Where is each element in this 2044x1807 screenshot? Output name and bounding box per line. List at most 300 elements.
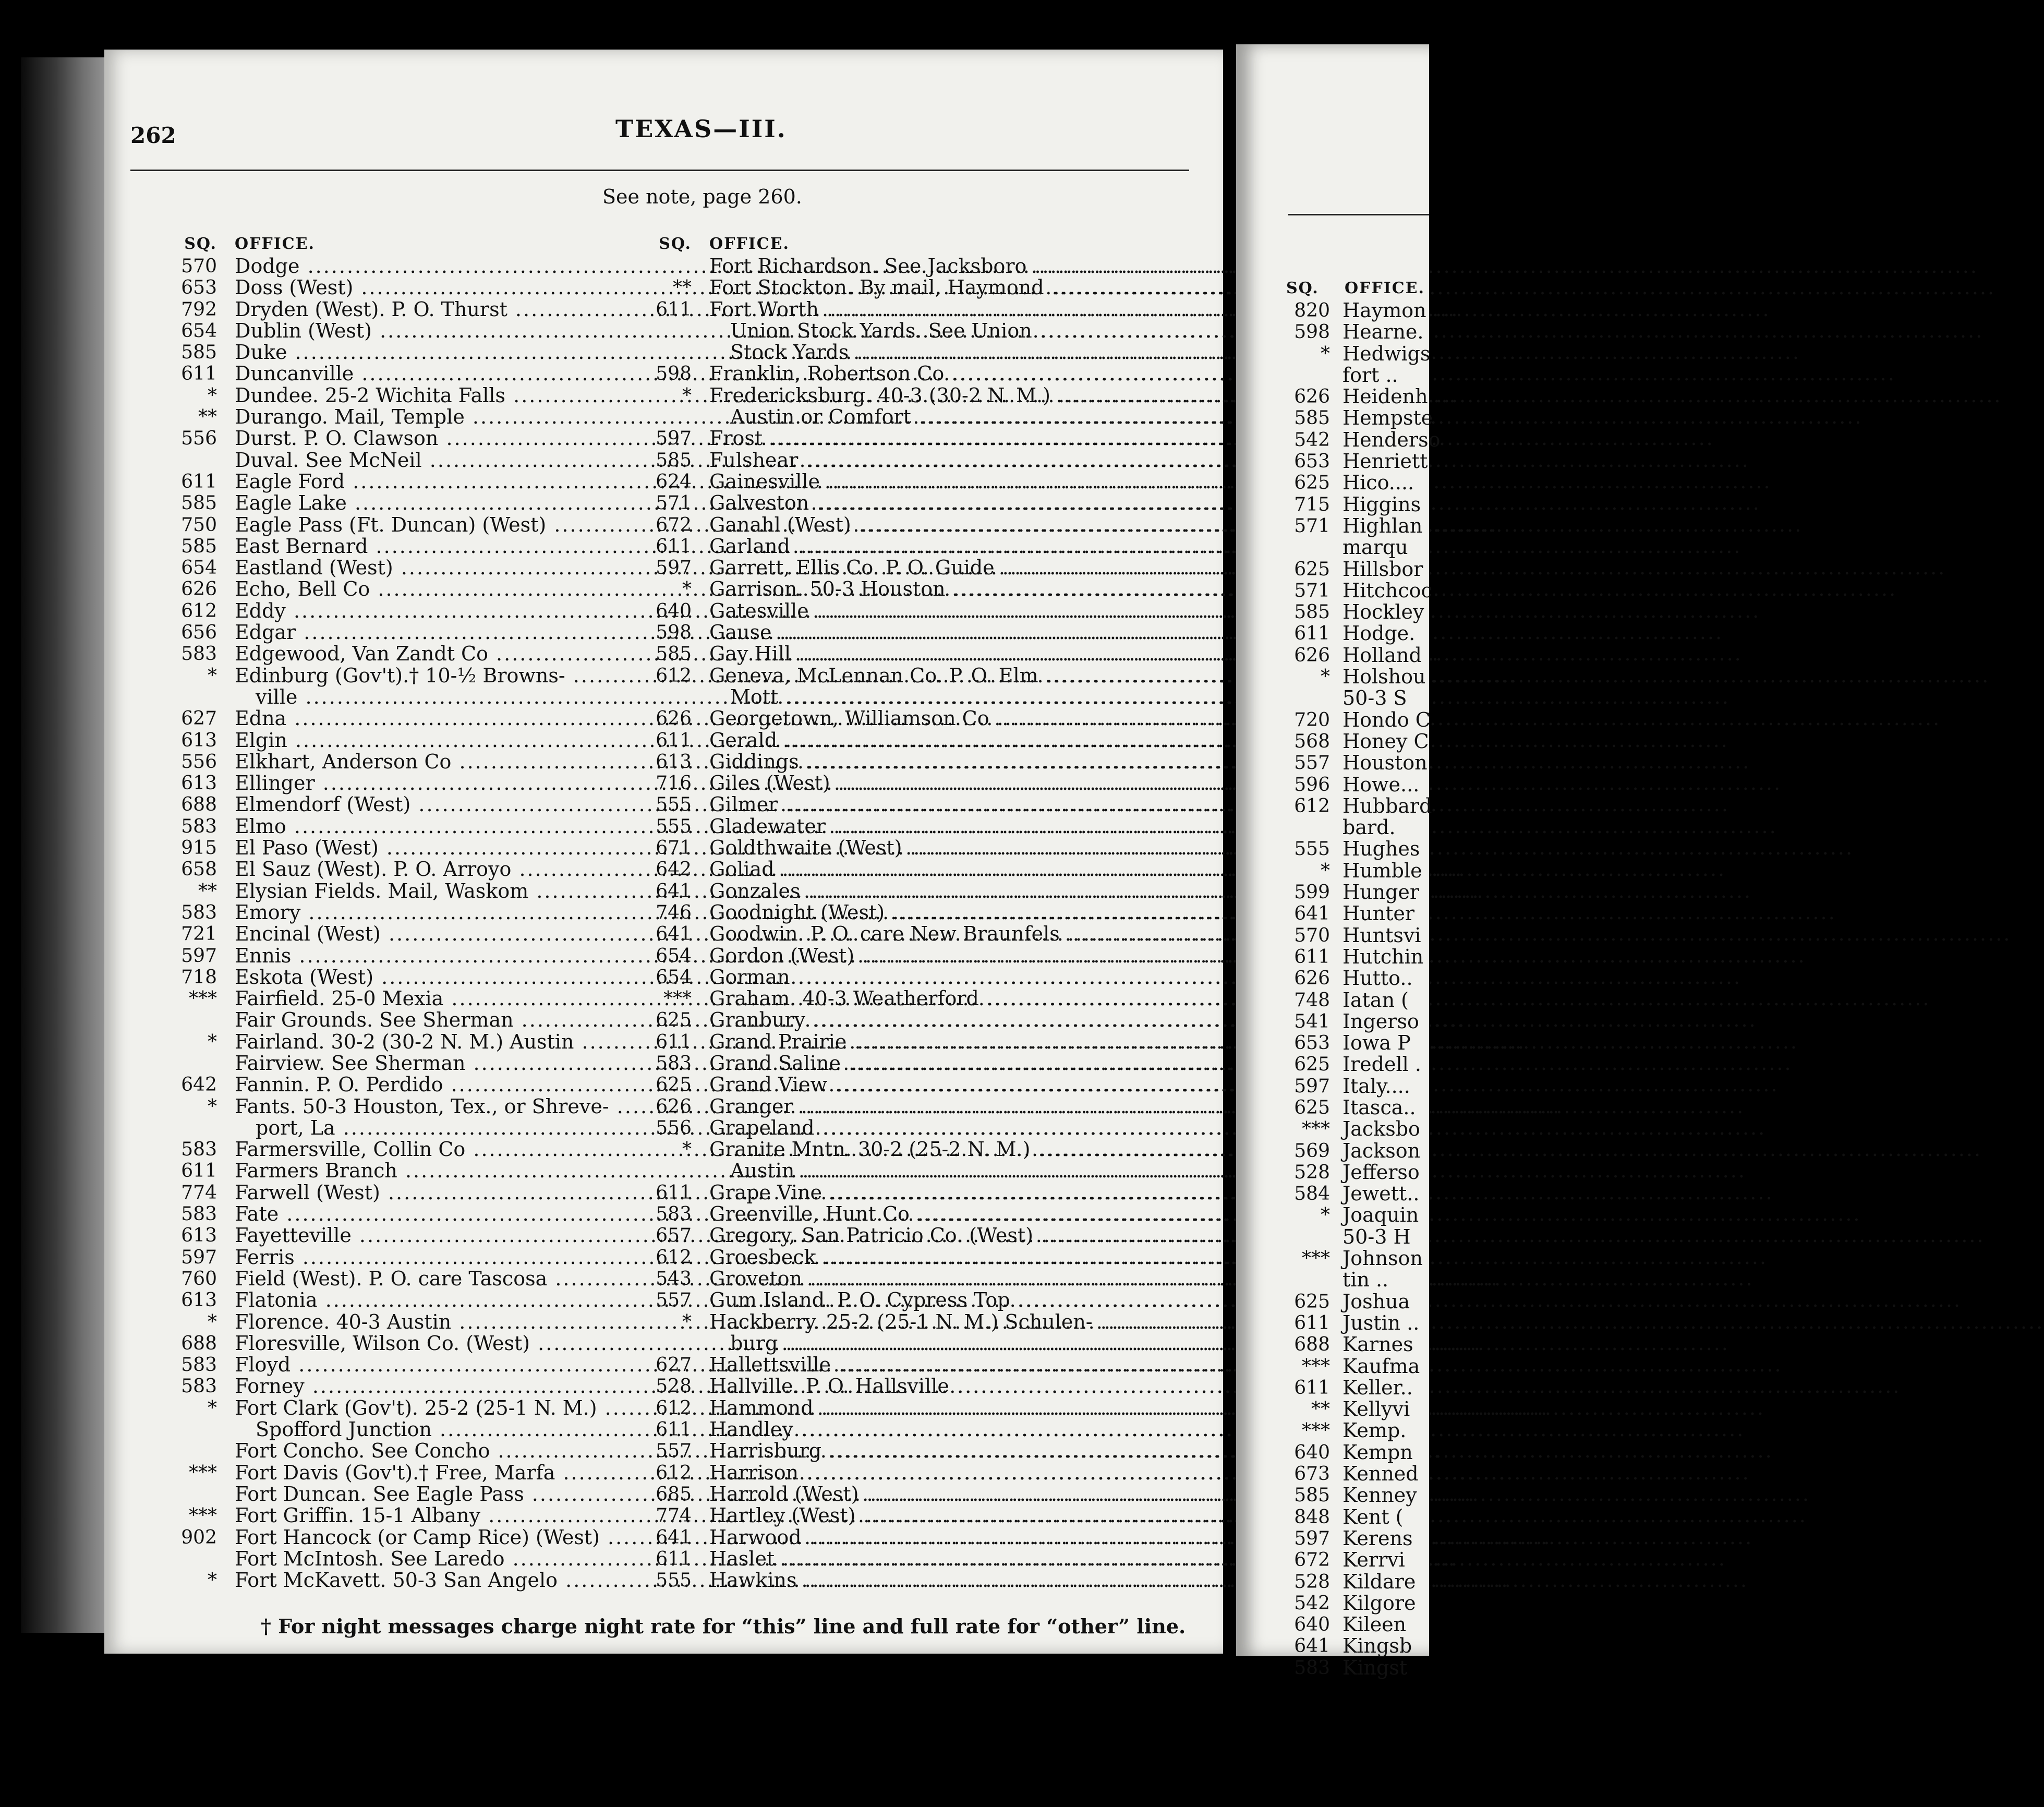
office-entry (181, 965, 704, 989)
sq-number: 716 (656, 773, 692, 794)
office-name: Greenville, Hunt Co ..... (709, 1203, 1179, 1225)
sq-number: 613 (181, 1290, 217, 1311)
office-name: Jackson (1342, 1139, 1421, 1162)
sq-number: 688 (1294, 1334, 1330, 1356)
office-name: Fort Griffin. 15-1 Albany ..... (235, 1505, 704, 1526)
office-entry (656, 599, 1179, 622)
right-page-partial (1236, 44, 1441, 1679)
office-entry (1236, 1204, 1429, 1226)
office-entry (1236, 1011, 1429, 1032)
office-name: Gum Island. P. O. Cypress Top ..... (709, 1290, 1179, 1311)
sq-number: 528 (1294, 1571, 1330, 1593)
office-entry (656, 1547, 1179, 1570)
office-name: Iredell . (1342, 1053, 1421, 1076)
office-name: Forney ..... (235, 1376, 704, 1397)
sq-number: *** (1302, 1420, 1330, 1442)
office-entry (1236, 794, 1432, 817)
office-entry (1236, 343, 1429, 365)
sq-number: 598 (656, 622, 692, 644)
sq-number: 626 (1294, 644, 1330, 666)
sq-header: SQ. (1286, 279, 1319, 297)
sq-number: 624 (656, 471, 692, 492)
office-entry (1236, 406, 1433, 430)
office-entry (1236, 1356, 1429, 1377)
sq-number: 583 (181, 1376, 217, 1398)
office-entry (198, 405, 704, 429)
office-name: Groesbeck ..... (709, 1247, 1179, 1268)
office-entry (709, 406, 1179, 428)
sq-number: 653 (181, 277, 217, 299)
office-name: Eagle Pass (Ft. Duncan) (West) ..... (235, 514, 704, 536)
sq-number: 654 (181, 320, 217, 342)
sq-number: 598 (656, 363, 692, 385)
office-entry (1236, 1507, 1429, 1528)
office-name: Goodnight (West) ..... (709, 902, 1179, 923)
office-entry (181, 900, 704, 924)
sq-number: 625 (656, 1009, 692, 1031)
sq-number: * (682, 384, 692, 406)
office-entry (181, 922, 704, 946)
office-name: Gilmer ..... (709, 794, 1179, 815)
office-entry (1236, 1162, 1429, 1183)
footnote: † For night messages charge night rate for “this” line and full rate for “other” line. (261, 1615, 1186, 1638)
office-entry (1236, 1657, 1429, 1679)
office-entry (1236, 838, 1429, 860)
office-entry (656, 1439, 1179, 1463)
sq-number: 774 (181, 1182, 217, 1203)
sq-number: 571 (656, 492, 692, 514)
sq-number: 688 (181, 1332, 217, 1354)
office-entry (189, 987, 704, 1010)
office-entry (181, 1288, 704, 1312)
office-name: Fair Grounds. See Sherman ..... (235, 1009, 704, 1031)
office-name: marqu (1342, 536, 1408, 559)
office-name: Union Stock Yards. See Union ..... (730, 320, 1179, 342)
sq-number: ** (198, 406, 217, 428)
sq-number: 612 (656, 1462, 692, 1484)
office-entry (235, 1484, 704, 1505)
sq-number: *** (1302, 1355, 1330, 1377)
office-name: Hockley (1342, 600, 1424, 624)
office-name: Johnson (1342, 1247, 1423, 1270)
sq-number: 585 (181, 492, 217, 514)
office-entry (656, 621, 1179, 644)
office-name: Grapeland ..... (709, 1117, 1179, 1139)
sq-number: 641 (656, 880, 692, 902)
sq-number: * (682, 1139, 692, 1161)
sq-number: 611 (1294, 1377, 1330, 1399)
sq-number: 640 (1294, 1614, 1330, 1636)
sq-number: 688 (181, 794, 217, 816)
office-name: tin .. (1342, 1268, 1389, 1292)
office-name: 50-3 H (1342, 1225, 1411, 1248)
office-name: Gordon (West) ..... (709, 945, 1179, 967)
office-name: Haslet ..... (709, 1548, 1179, 1570)
office-name: Garrett, Ellis Co. P. O. Guide ..... (709, 557, 1179, 579)
office-entry (1236, 1377, 1429, 1399)
sq-number: 571 (1294, 580, 1330, 601)
office-entry (656, 362, 1179, 386)
office-name: fort .. (1342, 363, 1398, 387)
office-entry (1236, 559, 1429, 580)
office-entry (181, 534, 704, 558)
header-rule (130, 170, 1189, 171)
office-name: Fort Duncan. See Eagle Pass ..... (235, 1484, 704, 1505)
office-name: Goodwin. P. O. care New Braunfels ..... (709, 923, 1179, 945)
sq-number: ** (1311, 1399, 1330, 1420)
sq-header: SQ. (659, 235, 692, 253)
sq-number: 673 (1294, 1463, 1330, 1485)
sq-number: 583 (181, 901, 217, 923)
office-name: Italy.... (1342, 1074, 1410, 1098)
office-entry (1236, 1614, 1429, 1635)
office-entry (181, 427, 704, 450)
office-entry (1236, 428, 1441, 451)
office-name: Ganahl (West) ..... (709, 514, 1179, 536)
office-entry (235, 1548, 704, 1570)
sq-number: 774 (656, 1505, 692, 1527)
office-entry (1236, 601, 1429, 623)
sq-number: 611 (656, 1548, 692, 1570)
sq-number: 611 (1294, 946, 1330, 968)
office-entry (709, 686, 1179, 708)
office-entry (709, 256, 1179, 277)
office-entry (235, 1117, 704, 1139)
sq-number: 642 (656, 859, 692, 881)
office-entry (181, 1267, 704, 1290)
sq-number: *** (663, 988, 692, 1010)
office-entry (656, 1569, 1179, 1592)
sq-number: 640 (1294, 1441, 1330, 1463)
office-name: Hodge. (1342, 622, 1416, 645)
office-entry (181, 491, 704, 515)
sq-number: 626 (656, 708, 692, 730)
office-entry (656, 556, 1179, 580)
office-entry (1236, 472, 1429, 493)
office-entry (1236, 579, 1432, 602)
office-name: Austin ..... (730, 1160, 1179, 1182)
sq-number: 721 (181, 923, 217, 945)
sq-number: 555 (656, 794, 692, 816)
office-entry (1236, 817, 1429, 838)
office-entry (1236, 1291, 1429, 1312)
office-entry (181, 1180, 704, 1204)
office-name: Emory ..... (235, 902, 704, 923)
office-entry (682, 383, 1179, 407)
sq-number: * (682, 579, 692, 600)
office-name: Justin .. (1342, 1311, 1420, 1334)
sq-number: 654 (656, 966, 692, 988)
office-name: Kaufma (1342, 1354, 1420, 1378)
office-name: Fort McKavett. 50-3 San Angelo ..... (235, 1570, 704, 1591)
office-name: Hedwigs (1342, 342, 1431, 365)
office-entry (181, 858, 704, 881)
office-name: Kildare (1342, 1570, 1416, 1593)
office-name: Fants. 50-3 Houston, Tex., or Shreve- ..... (235, 1096, 704, 1117)
office-entry (656, 814, 1179, 838)
office-entry (181, 1245, 704, 1269)
office-name: Fate ..... (235, 1203, 704, 1225)
office-name: Joaquin (1342, 1203, 1419, 1227)
office-name: Hawkins ..... (709, 1570, 1179, 1591)
office-name: Granger ..... (709, 1096, 1179, 1117)
sq-number: 611 (656, 1182, 692, 1203)
office-name: Ferris ..... (235, 1247, 704, 1268)
office-entry (1236, 903, 1429, 924)
office-entry (1236, 451, 1429, 472)
sq-number: 613 (656, 751, 692, 773)
sq-number: 597 (181, 945, 217, 967)
sq-number: 720 (1294, 709, 1330, 731)
sq-number: 583 (656, 1052, 692, 1074)
sq-number: 585 (181, 342, 217, 364)
office-entry (1236, 1635, 1429, 1657)
office-name: Karnes (1342, 1333, 1413, 1356)
sq-number: 672 (656, 514, 692, 536)
office-entry (181, 341, 704, 364)
office-column-partial (1236, 299, 1441, 1679)
office-name: Kemp. (1342, 1419, 1407, 1442)
office-name: Elgin ..... (235, 730, 704, 751)
office-name: Huntsvi (1342, 923, 1421, 947)
office-name: Elkhart, Anderson Co ..... (235, 751, 704, 773)
office-name: Gregory, San Patricio Co. (West) ..... (709, 1225, 1179, 1246)
sq-number: 583 (1294, 1657, 1330, 1679)
office-name: Giles (West) ..... (709, 773, 1179, 794)
office-name: Fort Richardson. See Jacksboro ..... (709, 256, 1179, 277)
sq-number: * (208, 1570, 217, 1592)
sq-number: *** (1302, 1248, 1330, 1270)
office-entry (181, 1159, 704, 1183)
office-name: Kent ( (1342, 1505, 1404, 1528)
sq-number: 611 (181, 1160, 217, 1182)
office-name: Grand Saline ..... (709, 1053, 1179, 1074)
office-entry (1236, 1485, 1429, 1506)
office-entry (656, 900, 1179, 924)
sq-number: ** (673, 277, 692, 299)
office-name: Florence. 40-3 Austin ..... (235, 1311, 704, 1333)
sq-number: 656 (181, 622, 217, 644)
office-name: Dublin (West) ..... (235, 320, 704, 342)
office-entry (181, 1353, 704, 1377)
sq-number: 555 (656, 815, 692, 837)
sq-number: ** (198, 880, 217, 902)
office-entry (1236, 1399, 1429, 1420)
sq-number: 570 (181, 256, 217, 277)
office-name: Hutchin (1342, 945, 1424, 968)
sq-number: * (1321, 666, 1330, 688)
office-name: Kileen (1342, 1613, 1407, 1636)
sq-number: * (208, 384, 217, 406)
office-entry (1236, 1118, 1429, 1140)
office-name: Farmersville, Collin Co ..... (235, 1139, 704, 1160)
office-name: Franklin, Robertson Co ..... (709, 363, 1179, 384)
sq-number: 585 (1294, 407, 1330, 429)
office-name: Fort Davis (Gov't).† Free, Marfa ..... (235, 1462, 704, 1484)
office-name: Hico.... (1342, 471, 1414, 495)
office-name: 50-3 S (1342, 686, 1407, 710)
sq-number: 715 (1294, 493, 1330, 515)
office-name: Fairview. See Sherman ..... (235, 1053, 704, 1074)
office-entry (1236, 1226, 1429, 1248)
office-name: Dryden (West). P. O. Thurst ..... (235, 299, 704, 320)
office-name: Eagle Lake ..... (235, 492, 704, 514)
sq-number: 627 (656, 1354, 692, 1376)
office-entry (656, 1030, 1179, 1053)
office-entry (1236, 1528, 1429, 1549)
right-header-rule (1288, 214, 1429, 215)
office-entry (656, 642, 1179, 666)
column-header (184, 235, 704, 256)
office-name: Highlan (1342, 514, 1423, 537)
office-header: OFFICE. (1345, 279, 1425, 297)
sq-number: * (208, 665, 217, 686)
office-entry (1236, 386, 1429, 407)
office-entry (181, 642, 704, 666)
office-entry (656, 707, 1179, 730)
running-head: TEXAS—III. (615, 115, 787, 143)
office-name: Edgar ..... (235, 622, 704, 643)
office-name: East Bernard ..... (235, 536, 704, 557)
office-name: Elmendorf (West) ..... (235, 794, 704, 815)
office-entry (1236, 990, 1429, 1011)
sq-number: 611 (1294, 623, 1330, 645)
sq-number: 672 (1294, 1549, 1330, 1571)
office-name: Farwell (West) ..... (235, 1182, 704, 1203)
office-name: Spofford Junction ..... (256, 1419, 704, 1440)
office-name: Duval. See McNeil ..... (235, 450, 704, 471)
page-number: 262 (130, 123, 176, 148)
office-header: OFFICE. (235, 235, 315, 253)
office-entry (181, 276, 704, 299)
sq-number: 760 (181, 1268, 217, 1290)
office-name: Iatan ( (1342, 988, 1409, 1011)
office-name: Henriett (1342, 450, 1428, 473)
sq-number: 625 (1294, 558, 1330, 580)
sq-number: 718 (181, 966, 217, 988)
office-entry (181, 1375, 704, 1398)
office-entry (1236, 946, 1429, 968)
sq-number: 583 (181, 1203, 217, 1225)
sq-number: 557 (1294, 752, 1330, 774)
office-name: Kempn (1342, 1440, 1413, 1464)
sq-number: * (682, 1311, 692, 1333)
sq-number: 557 (656, 1440, 692, 1462)
office-name: Elysian Fields. Mail, Waskom ..... (235, 881, 704, 902)
office-entry (235, 450, 704, 471)
office-entry (656, 1482, 1179, 1505)
office-entry (656, 297, 1179, 321)
sq-number: 585 (1294, 1485, 1330, 1507)
office-name: Garrison. 50-3 Houston ..... (709, 579, 1179, 600)
office-entry (682, 1310, 1179, 1333)
office-name: Honey C (1342, 729, 1429, 753)
sq-number: 625 (1294, 1097, 1330, 1118)
office-entry (1236, 321, 1429, 343)
office-name: Fredericksburg. 40-3 (30-2 N. M.) ..... (709, 385, 1179, 406)
sq-number: 625 (1294, 472, 1330, 494)
office-name: Fulshear ..... (709, 450, 1179, 471)
sq-number: 596 (1294, 774, 1330, 796)
sq-number: *** (189, 1462, 217, 1484)
sq-number: 612 (181, 600, 217, 622)
office-entry (656, 469, 1179, 493)
office-name: Hunger (1342, 881, 1420, 904)
office-entry (1236, 774, 1429, 796)
office-name: Fayetteville ..... (235, 1225, 704, 1246)
sq-number: 658 (181, 859, 217, 881)
office-entry (1236, 1183, 1429, 1204)
office-entry (1236, 1549, 1429, 1571)
sq-number: 611 (1294, 1312, 1330, 1334)
office-entry (656, 1375, 1179, 1398)
book-spine (21, 57, 110, 1633)
office-entry (709, 1333, 1179, 1354)
sq-number: 597 (1294, 1075, 1330, 1097)
office-name: El Paso (West) ..... (235, 837, 704, 859)
office-name: Doss (West) ..... (235, 277, 704, 298)
office-entry (656, 664, 1179, 687)
sq-number: 654 (181, 557, 217, 579)
office-name: Ellinger ..... (235, 773, 704, 794)
office-entry (198, 879, 704, 902)
office-entry (656, 427, 1179, 450)
office-name: Grand Prairie ..... (709, 1031, 1179, 1053)
sq-number: 556 (656, 1117, 692, 1139)
office-entry (1236, 1334, 1429, 1355)
sq-number: 671 (656, 837, 692, 859)
sq-number: 613 (181, 729, 217, 751)
office-entry (1236, 1032, 1429, 1054)
office-entry (656, 793, 1179, 816)
office-name: Jacksbo (1342, 1117, 1420, 1141)
sq-number: 598 (1294, 321, 1330, 343)
office-name: Eastland (West) ..... (235, 557, 704, 579)
office-name: Kingsb (1342, 1634, 1412, 1658)
office-name: Hubbard (1342, 794, 1432, 817)
office-name: Georgetown, Williamson Co ..... (709, 708, 1179, 729)
office-name: Gerald ..... (709, 730, 1179, 751)
office-entry (656, 491, 1179, 515)
office-name: burg ..... (730, 1333, 1179, 1354)
office-entry (1236, 365, 1429, 386)
column-header (659, 235, 1179, 256)
office-name: Hempste (1342, 406, 1433, 430)
office-name: Fort Clark (Gov't). 25-2 (25-1 N. M.) ..... (235, 1398, 704, 1419)
office-entry (181, 944, 704, 967)
office-entry (1236, 1269, 1429, 1291)
office-entry (1236, 1140, 1429, 1162)
office-name: Heidenh (1342, 385, 1428, 408)
office-name: Gladewater ..... (709, 816, 1179, 837)
office-name: Fort Hancock (or Camp Rice) (West) ..... (235, 1527, 704, 1548)
office-entry (656, 1267, 1179, 1290)
office-name: Fairfield. 25-0 Mexia ..... (235, 988, 704, 1009)
office-entry (656, 1353, 1179, 1377)
office-name: Goldthwaite (West) ..... (709, 837, 1179, 859)
office-name: Kingst (1342, 1656, 1408, 1679)
office-entry (1236, 645, 1429, 666)
sq-number: 583 (181, 643, 217, 665)
sq-number: 612 (1294, 795, 1330, 817)
sq-number: 641 (1294, 903, 1330, 925)
office-name: Hitchcoc (1342, 579, 1432, 602)
office-name: Durst. P. O. Clawson ..... (235, 428, 704, 449)
office-entry (1236, 1571, 1429, 1593)
sq-number: 555 (656, 1570, 692, 1592)
office-name: Geneva, McLennan Co. P. O. Elm ..... (709, 665, 1179, 686)
sq-number: 627 (181, 708, 217, 730)
